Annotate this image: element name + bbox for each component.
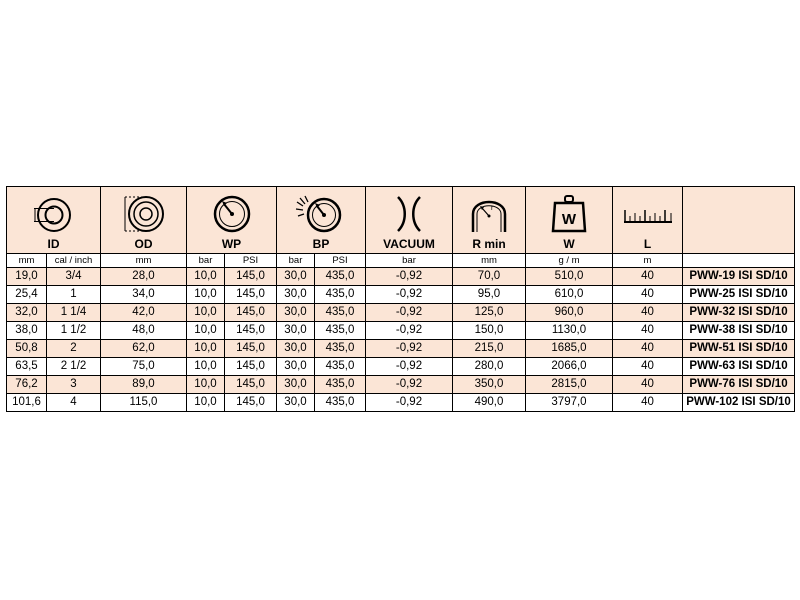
header-rmin-label: R min [472, 237, 506, 251]
cell-wp-bar: 10,0 [187, 394, 225, 412]
cell-id-inch: 2 [47, 340, 101, 358]
bend-radius-icon [465, 194, 513, 234]
cell-length: 40 [613, 394, 683, 412]
cell-id-mm: 101,6 [7, 394, 47, 412]
cell-vacuum: -0,92 [366, 286, 453, 304]
cell-id-mm: 38,0 [7, 322, 47, 340]
cell-product-code: PWW-25 ISI SD/10 [683, 286, 795, 304]
svg-text:r: r [491, 205, 494, 212]
cell-bp-psi: 435,0 [315, 286, 366, 304]
cell-rmin: 350,0 [453, 376, 526, 394]
cell-id-inch: 1 [47, 286, 101, 304]
unit-w: g / m [526, 254, 613, 268]
cell-weight: 2066,0 [526, 358, 613, 376]
cell-wp-psi: 145,0 [225, 394, 277, 412]
cell-bp-bar: 30,0 [277, 376, 315, 394]
header-w-label: W [563, 237, 575, 251]
header-id [7, 187, 101, 254]
header-weight [526, 187, 613, 254]
cell-weight: 1130,0 [526, 322, 613, 340]
cell-bp-psi: 435,0 [315, 304, 366, 322]
cell-weight: 960,0 [526, 304, 613, 322]
cell-id-mm: 50,8 [7, 340, 47, 358]
cell-od: 48,0 [101, 322, 187, 340]
unit-rmin: mm [453, 254, 526, 268]
header-length [613, 187, 683, 254]
cell-od: 89,0 [101, 376, 187, 394]
cell-wp-bar: 10,0 [187, 286, 225, 304]
cell-length: 40 [613, 340, 683, 358]
cell-product-code: PWW-19 ISI SD/10 [683, 268, 795, 286]
cell-id-mm: 19,0 [7, 268, 47, 286]
cell-vacuum: -0,92 [366, 376, 453, 394]
outer-diameter-icon [119, 194, 169, 234]
cell-od: 42,0 [101, 304, 187, 322]
cell-weight: 610,0 [526, 286, 613, 304]
cell-bp-bar: 30,0 [277, 304, 315, 322]
table-row [7, 304, 795, 322]
header-od-label: OD [134, 237, 153, 251]
header-code [683, 187, 795, 254]
cell-od: 62,0 [101, 340, 187, 358]
cell-id-mm: 25,4 [7, 286, 47, 304]
header-id-label: ID [47, 237, 60, 251]
cell-vacuum: -0,92 [366, 304, 453, 322]
header-l-label: L [643, 237, 652, 251]
cell-bp-psi: 435,0 [315, 376, 366, 394]
cell-vacuum: -0,92 [366, 340, 453, 358]
cell-wp-bar: 10,0 [187, 340, 225, 358]
cell-vacuum: -0,92 [366, 322, 453, 340]
cell-weight: 510,0 [526, 268, 613, 286]
table-row [7, 268, 795, 286]
hose-spec-table [6, 186, 795, 412]
header-od [101, 187, 187, 254]
header-bp [277, 187, 366, 254]
unit-id-mm: mm [7, 254, 47, 268]
cell-bp-bar: 30,0 [277, 286, 315, 304]
cell-vacuum: -0,92 [366, 358, 453, 376]
cell-length: 40 [613, 304, 683, 322]
cell-rmin: 70,0 [453, 268, 526, 286]
cell-weight: 3797,0 [526, 394, 613, 412]
unit-bp-bar: bar [277, 254, 315, 268]
cell-wp-psi: 145,0 [225, 340, 277, 358]
cell-wp-psi: 145,0 [225, 268, 277, 286]
cell-bp-psi: 435,0 [315, 340, 366, 358]
unit-od: mm [101, 254, 187, 268]
cell-length: 40 [613, 322, 683, 340]
table-row [7, 286, 795, 304]
table-row [7, 358, 795, 376]
burst-pressure-gauge-icon [294, 194, 348, 234]
cell-rmin: 280,0 [453, 358, 526, 376]
cell-wp-bar: 10,0 [187, 358, 225, 376]
cell-rmin: 95,0 [453, 286, 526, 304]
cell-id-inch: 2 1/2 [47, 358, 101, 376]
weight-icon [549, 194, 589, 234]
cell-product-code: PWW-76 ISI SD/10 [683, 376, 795, 394]
header-row [7, 187, 795, 254]
cell-od: 115,0 [101, 394, 187, 412]
cell-weight: 1685,0 [526, 340, 613, 358]
cell-bp-bar: 30,0 [277, 358, 315, 376]
working-pressure-gauge-icon [209, 194, 255, 234]
cell-weight: 2815,0 [526, 376, 613, 394]
cell-id-mm: 63,5 [7, 358, 47, 376]
table-row [7, 322, 795, 340]
unit-vacuum: bar [366, 254, 453, 268]
cell-product-code: PWW-102 ISI SD/10 [683, 394, 795, 412]
spec-table-wrap [6, 186, 794, 412]
table-row [7, 394, 795, 412]
cell-bp-bar: 30,0 [277, 268, 315, 286]
header-wp [187, 187, 277, 254]
header-wp-label: WP [221, 237, 242, 251]
cell-wp-bar: 10,0 [187, 268, 225, 286]
cell-length: 40 [613, 358, 683, 376]
header-bp-label: BP [312, 237, 330, 251]
cell-length: 40 [613, 286, 683, 304]
vacuum-icon [389, 194, 429, 234]
unit-l: m [613, 254, 683, 268]
cell-product-code: PWW-63 ISI SD/10 [683, 358, 795, 376]
inner-diameter-icon [31, 196, 77, 234]
cell-od: 75,0 [101, 358, 187, 376]
cell-rmin: 150,0 [453, 322, 526, 340]
ruler-icon [622, 202, 674, 234]
unit-id-inch: cal / inch [47, 254, 101, 268]
table-row [7, 340, 795, 358]
cell-bp-bar: 30,0 [277, 322, 315, 340]
cell-bp-psi: 435,0 [315, 394, 366, 412]
cell-bp-psi: 435,0 [315, 322, 366, 340]
cell-id-inch: 3 [47, 376, 101, 394]
cell-product-code: PWW-32 ISI SD/10 [683, 304, 795, 322]
cell-rmin: 125,0 [453, 304, 526, 322]
units-row [7, 254, 795, 268]
cell-bp-bar: 30,0 [277, 394, 315, 412]
cell-length: 40 [613, 268, 683, 286]
cell-vacuum: -0,92 [366, 268, 453, 286]
header-rmin [453, 187, 526, 254]
cell-id-inch: 1 1/4 [47, 304, 101, 322]
cell-rmin: 215,0 [453, 340, 526, 358]
cell-product-code: PWW-51 ISI SD/10 [683, 340, 795, 358]
cell-rmin: 490,0 [453, 394, 526, 412]
cell-product-code: PWW-38 ISI SD/10 [683, 322, 795, 340]
cell-length: 40 [613, 376, 683, 394]
cell-wp-psi: 145,0 [225, 304, 277, 322]
cell-od: 34,0 [101, 286, 187, 304]
cell-wp-psi: 145,0 [225, 358, 277, 376]
cell-bp-bar: 30,0 [277, 340, 315, 358]
cell-wp-bar: 10,0 [187, 376, 225, 394]
cell-wp-psi: 145,0 [225, 376, 277, 394]
cell-wp-bar: 10,0 [187, 304, 225, 322]
header-vacuum-label: VACUUM [383, 237, 435, 251]
cell-id-inch: 4 [47, 394, 101, 412]
cell-wp-psi: 145,0 [225, 322, 277, 340]
cell-id-mm: 32,0 [7, 304, 47, 322]
cell-id-inch: 3/4 [47, 268, 101, 286]
unit-wp-psi: PSI [225, 254, 277, 268]
cell-bp-psi: 435,0 [315, 358, 366, 376]
unit-code [683, 254, 795, 268]
cell-id-inch: 1 1/2 [47, 322, 101, 340]
cell-wp-bar: 10,0 [187, 322, 225, 340]
cell-od: 28,0 [101, 268, 187, 286]
weight-icon-letter: W [561, 211, 577, 228]
cell-id-mm: 76,2 [7, 376, 47, 394]
unit-bp-psi: PSI [315, 254, 366, 268]
cell-wp-psi: 145,0 [225, 286, 277, 304]
header-vacuum [366, 187, 453, 254]
cell-vacuum: -0,92 [366, 394, 453, 412]
cell-bp-psi: 435,0 [315, 268, 366, 286]
unit-wp-bar: bar [187, 254, 225, 268]
table-row [7, 376, 795, 394]
